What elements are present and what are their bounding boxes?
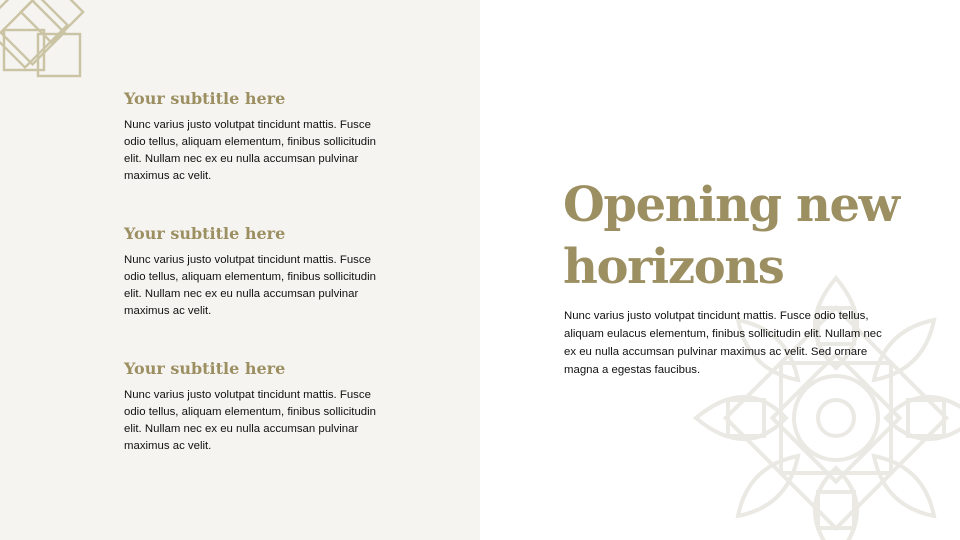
section-body: Nunc varius justo volutpat tincidunt mattis. Fusce odio tellus, aliquam elementum, finibus sollicitudin elit. Nullam nec ex eu nulla accumsan pulvinar maximus ac velit.: [124, 253, 376, 318]
section-subtitle: Your subtitle here: [124, 89, 286, 108]
section-body: Nunc varius justo volutpat tincidunt mattis. Fusce odio tellus, aliquam elementum, finibus sollicitudin elit. Nullam nec ex eu nulla accumsan pulvinar maximus ac velit.: [124, 118, 376, 183]
section-subtitle: Your subtitle here: [124, 224, 286, 243]
headline-line-2: horizons: [563, 239, 784, 295]
intro-paragraph: Nunc varius justo volutpat tincidunt mattis. Fusce odio tellus, aliquam eulacus elementum, finibus sollicitudin elit. Nullam nec ex eu nulla accumsan pulvinar maximus ac velit. Sed ornare magna a egestas faucibus.: [564, 310, 882, 376]
content-section-1: [124, 90, 384, 185]
section-subtitle: Your subtitle here: [124, 359, 286, 378]
headline: [563, 174, 943, 298]
content-section-3: [124, 360, 384, 455]
content-section-2: [124, 225, 384, 320]
headline-line-1: Opening new: [563, 177, 899, 233]
section-body: Nunc varius justo volutpat tincidunt mattis. Fusce odio tellus, aliquam elementum, finibus sollicitudin elit. Nullam nec ex eu nulla accumsan pulvinar maximus ac velit.: [124, 388, 376, 453]
geometric-corner-ornament-icon: [0, 0, 120, 120]
